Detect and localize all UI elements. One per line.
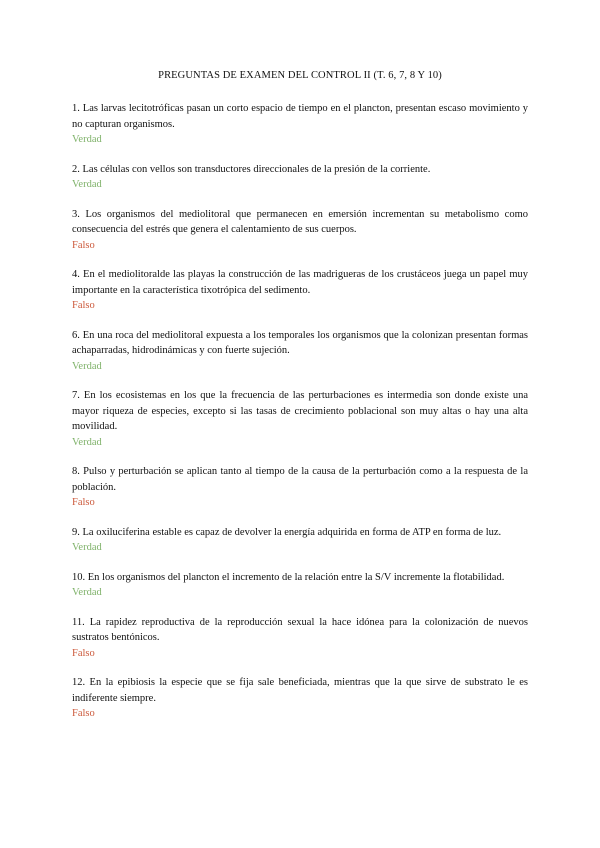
answer-label: Verdad	[72, 542, 102, 553]
question-text: 2. Las células con vellos son transductores direccionales de la presión de la corriente.	[72, 163, 431, 175]
question-item-12	[72, 675, 528, 721]
answer-label: Falso	[72, 708, 95, 719]
answer-label: Verdad	[72, 179, 102, 190]
question-text: 10. En los organismos del plancton el incremento de la relación entre la S/V incremente la flotabilidad.	[72, 571, 505, 583]
question-item-1	[72, 101, 528, 147]
answer-label: Falso	[72, 300, 95, 311]
question-text: 11. La rapidez reproductiva de la reproducción sexual la hace idónea para la colonización de nuevos sustratos bentónicos.	[72, 616, 528, 643]
question-text: 8. Pulso y perturbación se aplican tanto al tiempo de la causa de la perturbación como a la respuesta de la población.	[72, 466, 528, 493]
question-item-4	[72, 267, 528, 313]
answer-label: Verdad	[72, 134, 102, 145]
answer-label: Verdad	[72, 360, 102, 372]
question-item-10	[72, 570, 528, 601]
question-item-11	[72, 615, 528, 661]
document-title: PREGUNTAS DE EXAMEN DEL CONTROL II (T. 6, 7, 8 Y 10)	[158, 70, 442, 81]
question-text: 4. En el mediolitoralde las playas la construcción de las madrigueras de los crustáceos juega un papel muy importante en la característica tixotrópica del sedimento.	[72, 269, 528, 296]
question-item-2	[72, 162, 528, 193]
question-text: 6. En una roca del mediolitoral expuesta a los temporales los organismos que la colonizan presentan formas achaparradas, hidrodinámicas y con fuerte sujeción.	[72, 329, 528, 356]
question-text: 12. En la epibiosis la especie que se fija sale beneficiada, mientras que la que sirve de substrato le es indiferente siempre.	[72, 677, 528, 704]
question-text: 7. En los ecosistemas en los que la frecuencia de las perturbaciones es intermedia son donde existe una mayor riqueza de especies, excepto si las tasas de crecimiento poblacional son muy altas o hay una alta movilidad.	[72, 390, 528, 432]
answer-label: Falso	[72, 239, 95, 251]
question-item-8	[72, 464, 528, 510]
document-page	[72, 70, 528, 736]
question-item-9	[72, 525, 528, 556]
question-item-3	[72, 207, 528, 253]
answer-label: Falso	[72, 497, 95, 508]
question-item-7	[72, 388, 528, 450]
answer-label: Verdad	[72, 587, 102, 598]
answer-label: Falso	[72, 647, 95, 659]
answer-label: Verdad	[72, 436, 102, 448]
question-text: 3. Los organismos del mediolitoral que permanecen en emersión incrementan su metabolismo como consecuencia del estrés que genera el calentamiento de sus cuerpos.	[72, 208, 528, 235]
question-text: 1. Las larvas lecitotróficas pasan un corto espacio de tiempo en el plancton, presentan escaso movimiento y no capturan organismos.	[72, 103, 528, 130]
question-text: 9. La oxiluciferina estable es capaz de devolver la energía adquirida en forma de ATP en forma de luz.	[72, 526, 502, 538]
question-item-6	[72, 328, 528, 374]
